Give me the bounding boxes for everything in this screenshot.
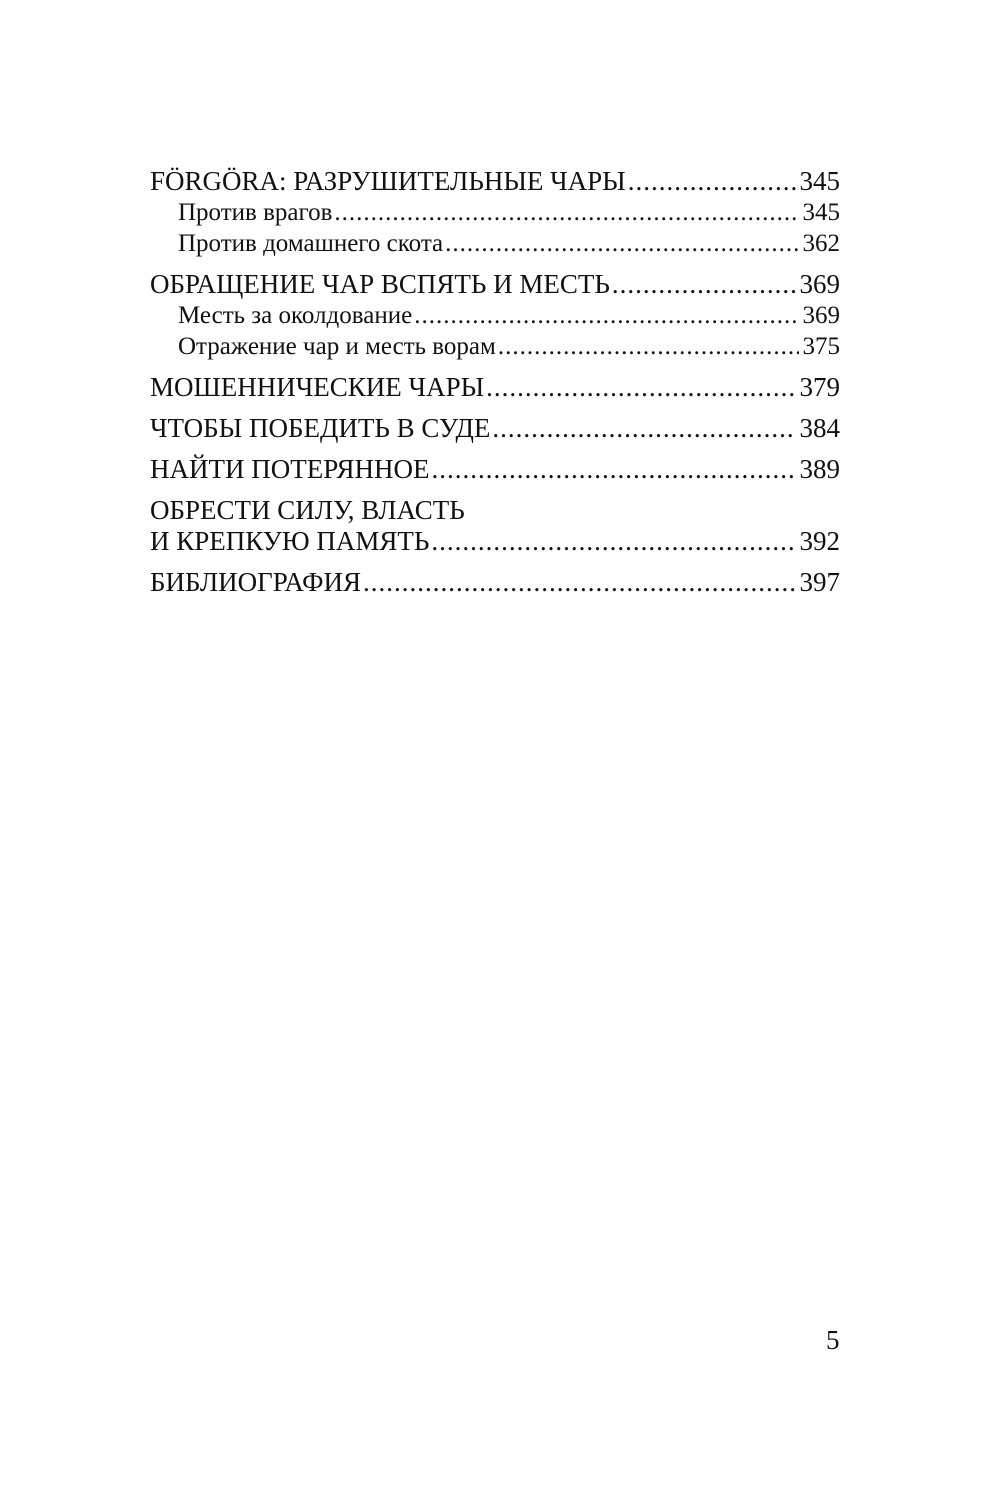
- toc-entry-title: ЧТОБЫ ПОБЕДИТЬ В СУДЕ: [150, 413, 491, 443]
- dot-leader: [334, 197, 798, 228]
- toc-entry-page: 389: [799, 454, 840, 484]
- toc-entry-page: 345: [802, 199, 840, 226]
- toc-entry: [150, 413, 840, 444]
- dot-leader: [363, 567, 796, 598]
- toc-entry-title: FÖRGÖRA: РАЗРУШИТЕЛЬНЫЕ ЧАРЫ: [150, 166, 626, 196]
- toc-entry-page: 345: [799, 166, 840, 196]
- toc-entry-title-line1: ОБРЕСТИ СИЛУ, ВЛАСТЬ: [150, 495, 465, 525]
- toc-entry-title: Месть за околдование: [178, 302, 413, 329]
- toc-entry-page: 397: [799, 567, 840, 597]
- toc-entry-page: 375: [802, 333, 840, 360]
- dot-leader: [432, 454, 796, 485]
- toc-subentry: [150, 197, 840, 228]
- toc-subentry: [150, 331, 840, 362]
- dot-leader: [492, 413, 795, 444]
- toc-entry-title: ОБРАЩЕНИЕ ЧАР ВСПЯТЬ И МЕСТЬ: [150, 269, 610, 299]
- toc-entry-page: 392: [799, 526, 840, 556]
- toc-entry-title: МОШЕННИЧЕСКИЕ ЧАРЫ: [150, 372, 485, 402]
- dot-leader: [498, 331, 799, 362]
- dot-leader: [414, 300, 798, 331]
- dot-leader: [431, 526, 795, 557]
- toc-entry-title: Против домашнего скота: [178, 230, 444, 257]
- dot-leader: [628, 166, 796, 197]
- toc-entry-title: БИБЛИОГРАФИЯ: [150, 567, 361, 597]
- toc-subentry: [150, 228, 840, 259]
- toc-entry: [150, 372, 840, 403]
- toc-subentry: [150, 300, 840, 331]
- toc-entry: [150, 166, 840, 197]
- page-number: 5: [826, 1325, 840, 1355]
- toc-entry-title: Отражение чар и месть ворам: [178, 333, 496, 360]
- toc-entry-page: 369: [802, 302, 840, 329]
- toc-entry: [150, 269, 840, 300]
- toc-entry-page: 362: [802, 230, 840, 257]
- table-of-contents: [150, 166, 840, 598]
- toc-entry-title-line2: И КРЕПКУЮ ПАМЯТЬ: [150, 526, 430, 556]
- toc-entry-page: 384: [799, 413, 840, 443]
- toc-entry: [150, 495, 840, 557]
- toc-entry: [150, 567, 840, 598]
- toc-entry-title: Против врагов: [178, 199, 333, 226]
- dot-leader: [612, 269, 796, 300]
- toc-entry-page: 369: [799, 269, 840, 299]
- toc-entry-title: НАЙТИ ПОТЕРЯННОЕ: [150, 454, 430, 484]
- dot-leader: [445, 228, 798, 259]
- dot-leader: [486, 372, 795, 403]
- toc-entry-page: 379: [799, 372, 840, 402]
- toc-entry: [150, 454, 840, 485]
